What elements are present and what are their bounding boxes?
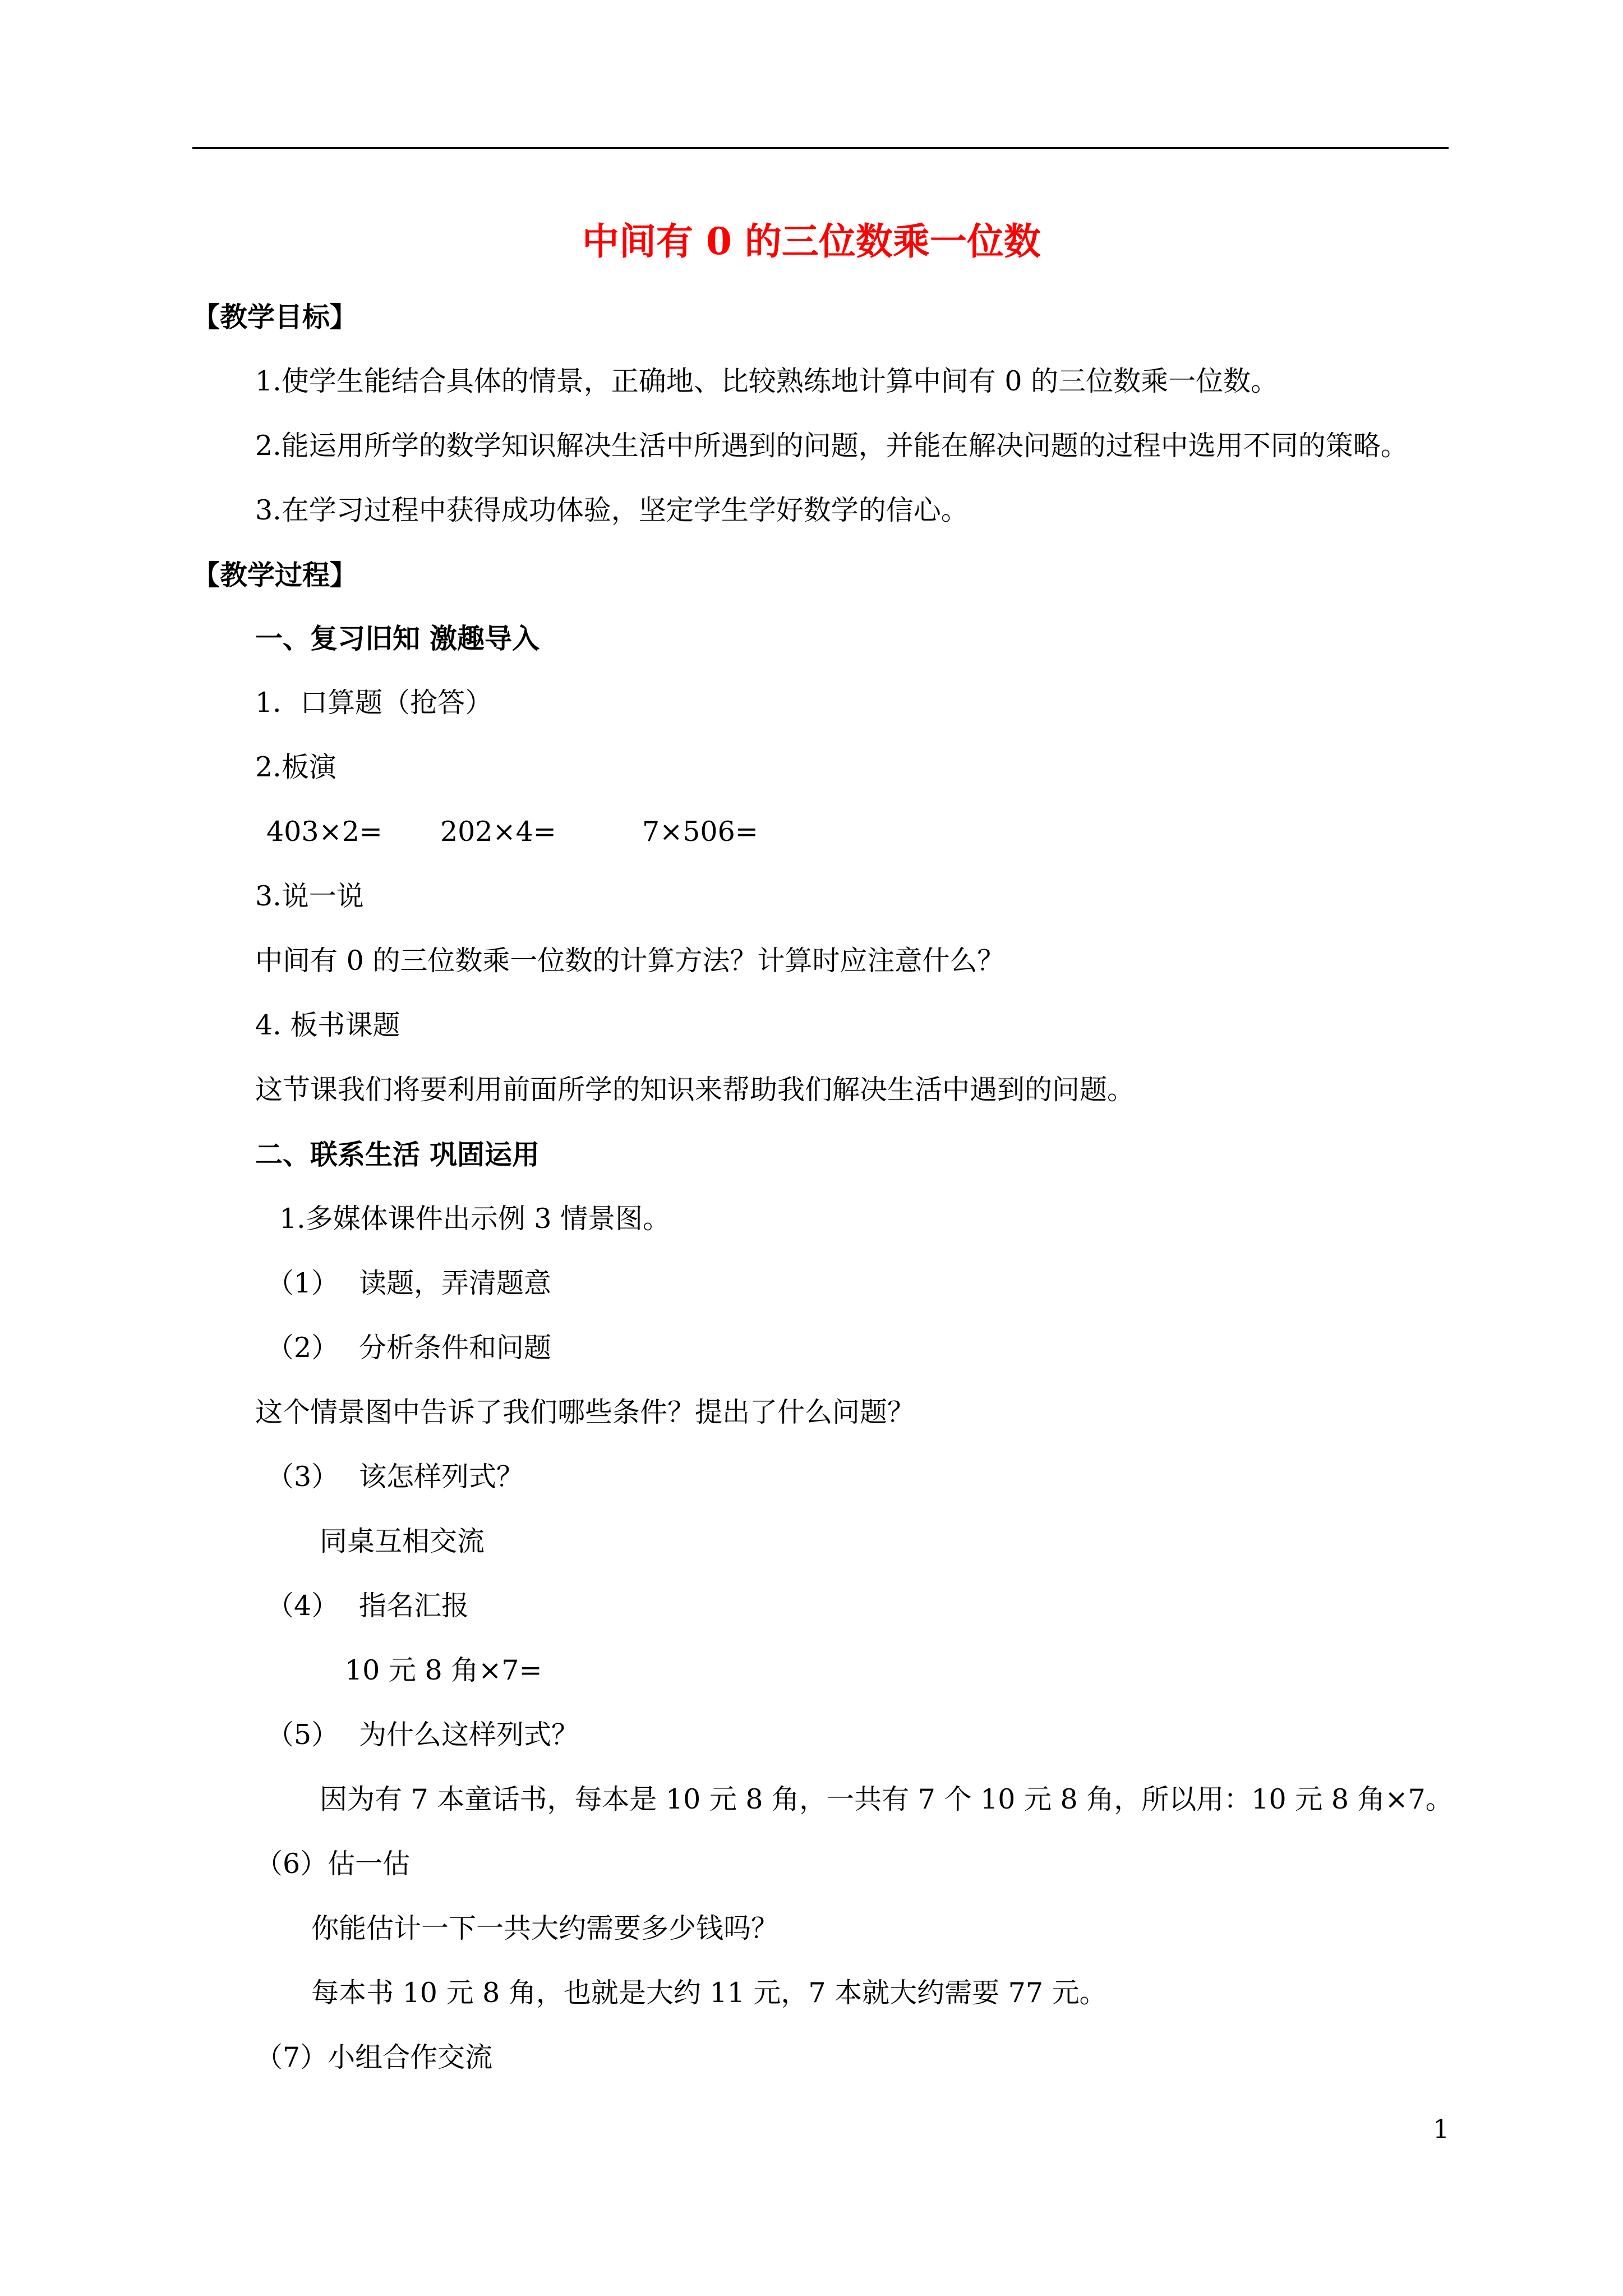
page-number: 1: [1433, 2114, 1450, 2144]
step-7-heading: （7）小组合作交流: [255, 2041, 493, 2073]
part1-item-3: 3.说一说: [255, 880, 364, 912]
step-4-text: 指名汇报: [359, 1590, 469, 1622]
objective-3: 3.在学习过程中获得成功体验，坚定学生学好数学的信心。: [255, 494, 969, 526]
step-2-number: （2）: [266, 1332, 339, 1364]
step-2-detail: 这个情景图中告诉了我们哪些条件？提出了什么问题？: [255, 1396, 915, 1428]
step-5-text: 为什么这样列式？: [359, 1719, 579, 1751]
step-5-number: （5）: [266, 1719, 339, 1751]
step-4-number: （4）: [266, 1590, 339, 1622]
part1-item-2: 2.板演: [255, 751, 336, 783]
step-4-detail: 10 元 8 角×7=: [345, 1654, 542, 1686]
step-2-text: 分析条件和问题: [359, 1332, 552, 1364]
objective-2: 2.能运用所学的数学知识解决生活中所遇到的问题，并能在解决问题的过程中选用不同的策略。: [255, 430, 1408, 462]
part1-item-1: 1．口算题（抢答）: [255, 687, 493, 719]
part1-item-4: 4. 板书课题: [255, 1009, 400, 1041]
part2-heading: 二、联系生活 巩固运用: [255, 1138, 540, 1171]
step-6-answer: 每本书 10 元 8 角，也就是大约 11 元，7 本就大约需要 77 元。: [311, 1977, 1107, 2009]
header-rule: [192, 147, 1449, 149]
objectives-heading: 【教学目标】: [192, 301, 358, 333]
board-problem-2: 202×4=: [440, 816, 556, 848]
board-problem-3: 7×506=: [642, 816, 758, 848]
step-3-number: （3）: [266, 1461, 339, 1493]
step-5-detail: 因为有 7 本童话书，每本是 10 元 8 角，一共有 7 个 10 元 8 角，所以用：10 元 8 角×7。: [320, 1783, 1453, 1815]
step-1-number: （1）: [266, 1267, 339, 1299]
part1-item-4-text: 这节课我们将要利用前面所学的知识来帮助我们解决生活中遇到的问题。: [255, 1074, 1135, 1106]
part2-intro: 1.多媒体课件出示例 3 情景图。: [279, 1203, 671, 1235]
objective-1: 1.使学生能结合具体的情景，正确地、比较熟练地计算中间有 0 的三位数乘一位数。: [255, 365, 1279, 397]
step-3-detail: 同桌互相交流: [320, 1525, 485, 1557]
step-1-text: 读题，弄清题意: [359, 1267, 552, 1299]
step-3-text: 该怎样列式？: [359, 1461, 524, 1493]
part1-item-3-text: 中间有 0 的三位数乘一位数的计算方法？计算时应注意什么？: [255, 945, 1005, 977]
process-heading: 【教学过程】: [192, 559, 358, 591]
part1-heading: 一、复习旧知 激趣导入: [255, 622, 540, 655]
step-6-question: 你能估计一下一共大约需要多少钱吗？: [311, 1912, 779, 1944]
board-problem-1: 403×2=: [266, 816, 382, 848]
step-6-heading: （6）估一估: [255, 1848, 411, 1880]
document-title: 中间有 0 的三位数乘一位数: [582, 219, 1041, 263]
